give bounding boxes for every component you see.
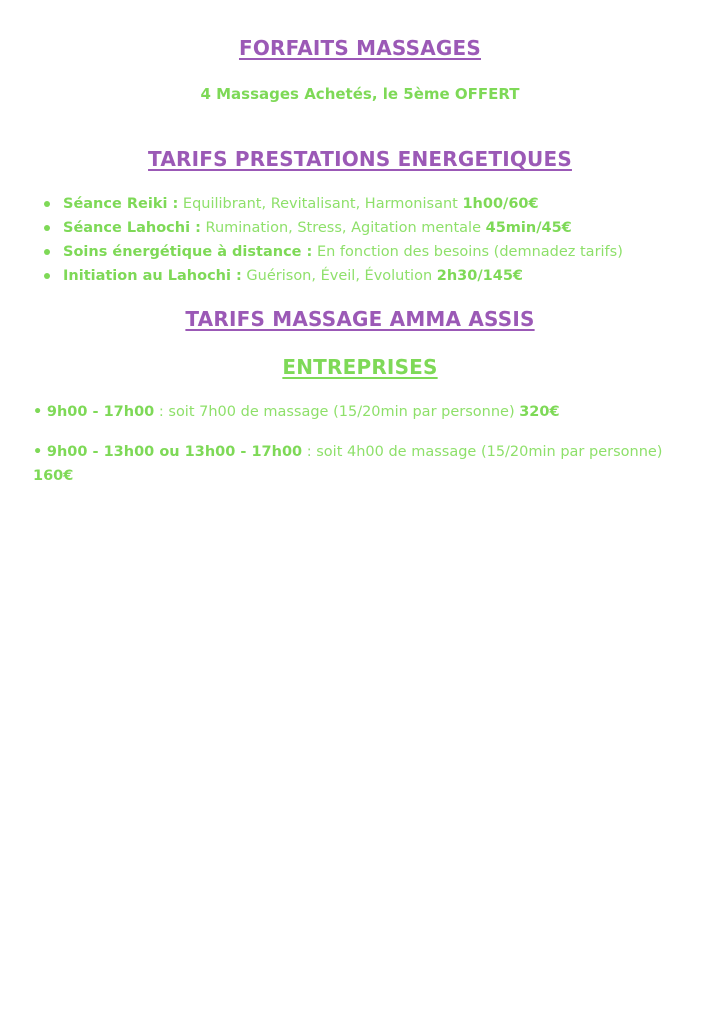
item-price: 45min/45€ xyxy=(485,220,572,236)
offer-price: 160€ xyxy=(33,468,74,484)
entreprise-offer-half-day xyxy=(33,440,693,488)
bullet-dot-icon xyxy=(44,273,50,279)
item-name: Soins énergétique à distance : xyxy=(63,244,313,260)
list-item-soins-distance xyxy=(44,240,704,264)
tarifs-energetiques-heading: TARIFS PRESTATIONS ENERGETIQUES xyxy=(148,147,572,171)
item-description: Equilibrant, Revitalisant, Harmonisant xyxy=(178,196,463,212)
entreprise-offer-full-day xyxy=(33,400,693,424)
forfaits-massages-heading: FORFAITS MASSAGES xyxy=(238,36,481,60)
item-description: En fonction des besoins (demnadez tarifs) xyxy=(312,244,623,260)
energetiques-list xyxy=(44,192,704,288)
list-item-lahochi xyxy=(44,216,704,240)
item-description: Guérison, Éveil, Évolution xyxy=(241,268,437,284)
item-name: Initiation au Lahochi : xyxy=(63,268,242,284)
list-item-initiation-lahochi xyxy=(44,264,704,288)
forfait-offer-text: 4 Massages Achetés, le 5ème OFFERT xyxy=(200,85,520,103)
offer-time: 9h00 - 13h00 ou 13h00 - 17h00 xyxy=(46,444,303,460)
offer-description: : soit 7h00 de massage (15/20min par personne) xyxy=(154,404,520,420)
bullet-glyph: • xyxy=(33,444,43,460)
item-price: 2h30/145€ xyxy=(436,268,523,284)
offer-description: : soit 4h00 de massage (15/20min par personne) xyxy=(302,444,663,460)
item-name: Séance Lahochi : xyxy=(63,220,201,236)
list-item-reiki xyxy=(44,192,704,216)
bullet-dot-icon xyxy=(44,225,50,231)
item-price: 1h00/60€ xyxy=(462,196,539,212)
item-description: Rumination, Stress, Agitation mentale xyxy=(200,220,486,236)
bullet-glyph: • xyxy=(33,404,43,420)
offer-time: 9h00 - 17h00 xyxy=(46,404,155,420)
bullet-dot-icon xyxy=(44,249,50,255)
bullet-dot-icon xyxy=(44,201,50,207)
item-name: Séance Reiki : xyxy=(63,196,179,212)
entreprises-heading: ENTREPRISES xyxy=(282,355,438,379)
offer-price: 320€ xyxy=(519,404,560,420)
tarifs-amma-heading: TARIFS MASSAGE AMMA ASSIS xyxy=(185,307,535,331)
